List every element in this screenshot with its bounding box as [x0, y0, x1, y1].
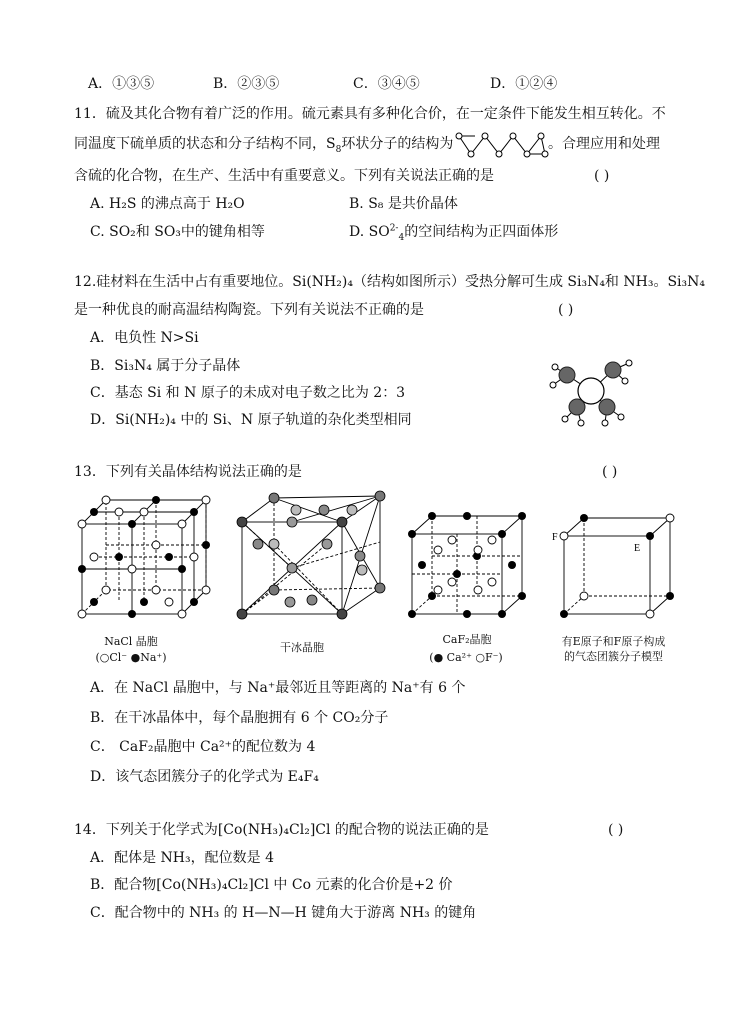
label-f: F — [552, 532, 558, 543]
q12-option-d: D．Si(NH₂)₄ 中的 Si、N 原子轨道的杂化类型相同 — [90, 412, 412, 428]
nacl-legend: (○Cl⁻ ●Na⁺) — [95, 651, 167, 664]
q10-option-d: D．①②④ — [490, 76, 558, 92]
q10-option-a: A．①③⑤ — [88, 76, 155, 92]
q14-option-a: A．配体是 NH₃，配位数是 4 — [90, 850, 274, 866]
label-e: E — [634, 543, 641, 554]
q14-option-b: B．配合物[Co(NH₃)₄Cl₂]Cl 中 Co 元素的化合价是+2 价 — [90, 877, 453, 893]
q11-option-c: C. SO₂和 SO₃中的键角相等 — [90, 224, 265, 240]
ef-caption-line1: 有E原子和F原子构成 — [561, 635, 666, 648]
q14-option-c: C．配合物中的 NH₃ 的 H—N—H 键角大于游离 NH₃ 的键角 — [90, 905, 477, 921]
si-nh2-4-molecule-model — [545, 355, 645, 427]
q11-option-a: A. H₂S 的沸点高于 H₂O — [90, 196, 245, 212]
q11-stem-line2: 同温度下硫单质的状态和分子结构不同，$S_8$环状分子的结构为 — [74, 136, 454, 155]
dry-ice-caption: 干冰晶胞 — [280, 641, 324, 654]
dry-ice-unit-cell — [232, 490, 392, 625]
q12-option-c: C．基态 Si 和 N 原子的未成对电子数之比为 2：3 — [90, 385, 406, 401]
nacl-unit-cell — [76, 494, 220, 624]
q12-option-a: A．电负性 N>Si — [90, 330, 199, 346]
q13-option-b: B．在干冰晶体中，每个晶胞拥有 6 个 CO₂分子 — [90, 710, 389, 726]
q13-stem: 13．下列有关晶体结构说法正确的是 — [74, 464, 302, 480]
q11-stem-line1: 11．硫及其化合物有着广泛的作用。硫元素具有多种化合价，在一定条件下能发生相互转化。不 — [74, 106, 666, 122]
q14-stem: 14．下列关于化学式为[Co(NH₃)₄Cl₂]Cl 的配合物的说法正确的是 — [74, 822, 489, 838]
q12-answer-paren: ( ) — [558, 302, 574, 318]
q12-stem-line1: 12.硅材料在生活中占有重要地位。Si(NH₂)₄（结构如图所示）受热分解可生成 Si₃N₄和 NH₃。Si₃N₄ — [74, 274, 705, 290]
caf2-unit-cell — [406, 510, 528, 620]
q13-option-a: A．在 NaCl 晶胞中，与 Na⁺最邻近且等距离的 Na⁺有 6 个 — [90, 680, 466, 696]
q12-stem-line2: 是一种优良的耐高温结构陶瓷。下列有关说法不正确的是 — [74, 302, 424, 318]
q10-option-c: C．③④⑤ — [353, 76, 420, 92]
s8-ring-structure — [455, 128, 550, 160]
q13-answer-paren: ( ) — [602, 464, 618, 480]
q11-option-b: B. S₈ 是共价晶体 — [349, 196, 458, 212]
q13-option-c: C． CaF₂晶胞中 Ca²⁺的配位数为 4 — [90, 739, 316, 755]
caf2-legend: (● Ca²⁺ ○F⁻) — [429, 651, 503, 664]
q11-option-d: D. $SO^{2-}_4$的空间结构为正四面体形 — [349, 223, 559, 243]
nacl-caption: NaCl 晶胞 — [104, 635, 158, 648]
ef-cluster-model — [548, 512, 678, 622]
q12-option-b: B．Si₃N₄ 属于分子晶体 — [90, 358, 241, 374]
q10-option-b: B．②③⑤ — [213, 76, 280, 92]
q11-answer-paren: ( ) — [594, 168, 610, 184]
q13-option-d: D．该气态团簇分子的化学式为 E₄F₄ — [90, 769, 319, 785]
q14-answer-paren: ( ) — [608, 822, 624, 838]
caf2-caption: CaF₂晶胞 — [442, 633, 492, 646]
ef-caption-line2: 的气态团簇分子模型 — [564, 650, 663, 663]
q11-stem-line2-end: 。合理应用和处理 — [548, 136, 660, 152]
q11-stem-line3: 含硫的化合物，在生产、生活中有重要意义。下列有关说法正确的是 — [74, 168, 494, 184]
